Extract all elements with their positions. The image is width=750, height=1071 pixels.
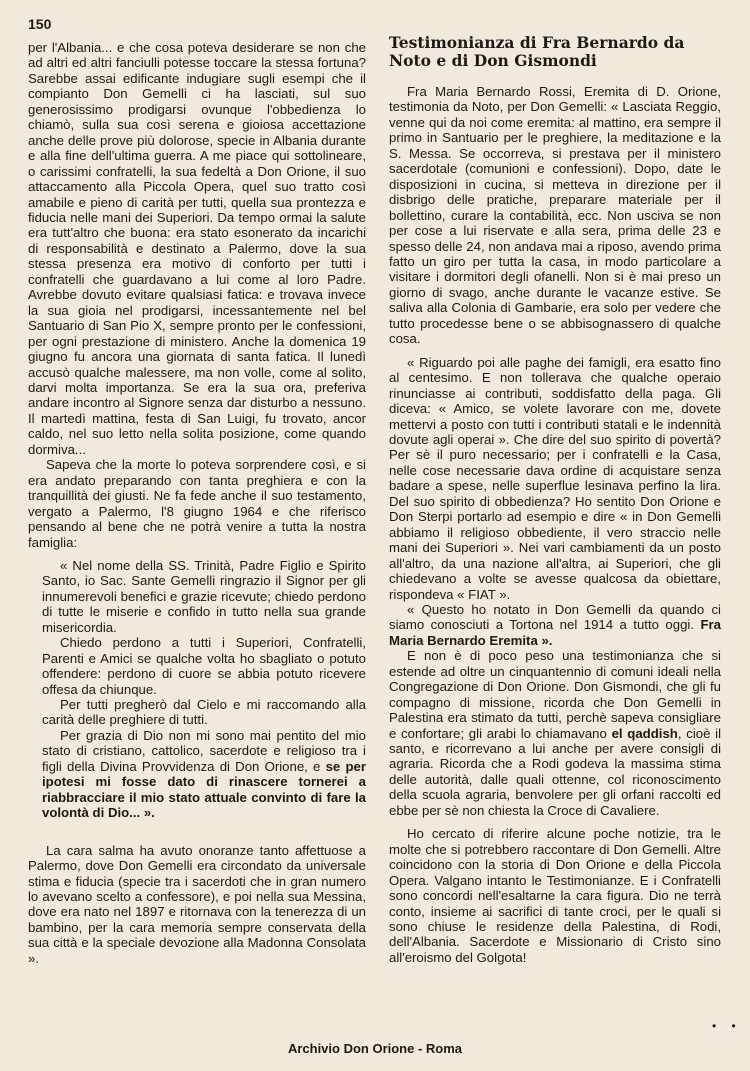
section-title: Testimonianza di Fra Bernardo da Noto e di Don Gismondi <box>389 33 685 70</box>
right-paragraph-3 <box>389 602 721 648</box>
testament-quote-4-bold: se per ipotesi mi fosse dato di rinascere tornerei a riabbracciare il mio stato attuale convinto di fare la volontà di Dio... ». <box>42 758 366 821</box>
testament-quote-4-text: Per grazia di Dio non mi sono mai pentito del mio stato di cristiano, cattolico, sacerdote e religioso tra i figli della Divina Provvidenza di Don Orione, e <box>42 727 366 774</box>
left-paragraph-1: per l'Albania... e che cosa poteva desiderare se non che ad altri ed altri fanciulli potesse toccare la stessa fortuna? Sarebbe assai edificante indugiare sugli esempi che il compianto Don Gemelli ci ha lasciati, sul suo generosissimo prodigarsi ovunque l'obbedienza lo chiamò, sulla sua così serena e gioiosa accettazione anche delle prove più dolorose, specie in Albania durante e alla fine dell'ultima guerra. A me piace qui sottolineare, o carissimi confratelli, la sua fedeltà a Don Orione, il suo attaccamento alla Piccola Opera, quel suo tratto così amabile e pieno di carità per tutti, quella sua prontezza e fiducia nelle mani dei Superiori. Da tempo ormai la salute era tutt'altro che buona: era stato esonerato da incarichi di responsabilità e destinato a Palermo, dove la sua stessa presenza era motivo di conforto per tutti i confratelli che guardavano a lui come al loro Padre. Avrebbe dovuto evitare qualsiasi fatica: e trovava invece la sua gioia nel prodigarsi, incessantemente nel bel Santuario di San Pio X, sempre pronto per le confessioni, per ogni prestazione di ministero. Anche la domenica 19 giugno fu ancora una giornata di santa fatica. Il lunedì accusò qualche malessere, ma non volle, come al solito, darvi molta importanza. Se era la sua ora, preferiva andare incontro al Signore senza dar disturbo a nessuno. Il martedì mattina, festa di San Luigi, fu trovato, ancor caldo, nel suo letto nella solita posizione, come quando dormiva... <box>28 40 366 457</box>
right-paragraph-4 <box>389 648 721 818</box>
signature-bernardo: Fra Maria Bernardo Eremita ». <box>389 617 721 648</box>
page-number: 150 <box>28 16 52 32</box>
right-paragraph-3-text: « Questo ho notato in Don Gemelli da quando ci siamo conosciuti a Tortona nel 1914 a tutto oggi. <box>389 601 721 633</box>
archive-footer: Archivio Don Orione - Roma <box>287 1041 463 1056</box>
testament-quote-1: « Nel nome della SS. Trinità, Padre Figlio e Spirito Santo, io Sac. Sante Gemelli ringrazio il Signor per gli innumerevoli benefici e grazie ricevute; chiedo perdono di tutte le miserie e confido in tutto nella sua grande misericordia. <box>42 557 366 635</box>
testament-quote-4 <box>28 728 366 821</box>
right-paragraph-4-text-a: E non è di poco peso una testimonianza che si estende ad oltre un cinquantennio di comuni ideali nella Congregazione di Don Orione. Don Gismondi, che gli fu compagno di missione, ricorda che Don Gemelli in Palestina era stimato da tutti, perchè sapeva consigliare e confortare; gli arabi lo chiamavano <box>389 648 721 741</box>
left-column <box>28 40 366 966</box>
testament-quote <box>28 558 366 821</box>
testament-quote-3: Per tutti pregherò dal Cielo e mi raccomando alla carità delle preghiere di tutti. <box>42 697 366 728</box>
left-paragraph-3: La cara salma ha avuto onoranze tanto affettuose a Palermo, dove Don Gemelli era circondato da universale stima e fiducia (specie tra i sacerdoti che in gran numero lo avevano scelto a confessore), e poi nella sua Messina, dove era nato nel 1897 e ritornava con la tenerezza di un bambino, per la cara memoria sempre conservata della sua città e la speciale devozione alla Madonna Consolata ». <box>28 842 366 966</box>
right-paragraph-4-text-b: , cioè il santo, e ricorrevano a lui anche per avere consigli di agraria. Ricorda che a Rodi godeva la massima stima delle autorità, dalle quali ottenne, col riconoscimento della scuola agraria, benvolere per gli orfani raccolti ed ebbe per sè non chiesta la Croce di Cavaliere. <box>389 725 722 818</box>
left-paragraph-2: Sapeva che la morte lo poteva sorprendere così, e si era andato preparando con tanta preghiera e con la tranquillità dei giusti. Ne fa fede anche il suo testamento, vergato a Palermo, l'8 giugno 1964 e che riferisco pensando al bene che ne potrà venire a tutta la nostra famiglia: <box>28 457 366 550</box>
el-qaddish-term: el qaddish <box>611 725 678 741</box>
decorative-dots: • • <box>712 1019 742 1033</box>
right-paragraph-2: « Riguardo poi alle paghe dei famigli, era esatto fino al centesimo. E non tollerava che qualche operaio rinunciasse ai contributi, soddisfatto della paga. Gli diceva: « Amico, se volete lavorare con me, dovete mettervi a posto con tutti i contributi statali e le indennità dovute agli operai ». Che dire del suo spirito di povertà? Per sè il puro necessario; per i confratelli e la Casa, nelle cose necessarie dava ordine di acquistare senza badare a spese, nelle superflue lesinava perfino la lira. Del suo spirito di obbedienza? Ho sentito Don Orione e Don Sterpi portarlo ad esempio e dire « in Don Gemelli abbiamo il religioso obbediente, il vero straccio nelle mani dei Superiori ». Nei vari cambiamenti da un posto all'altro, da una nazione all'altra, ai Superiori, che gli chiedevano a volte se avesse qualcosa da obiettare, rispondeva « FIAT ». <box>389 354 721 602</box>
right-column <box>389 34 721 965</box>
right-paragraph-5: Ho cercato di riferire alcune poche notizie, tra le molte che si potrebbero raccontare di Don Gemelli. Altre coincidono con la storia di Don Orione e della Piccola Opera. Valgano intanto le Testimonianze. E i Confratelli sono concordi nell'esaltarne la cara figura. Dio ne terrà conto, insieme ai sacrifici di tante croci, per le quali si sono chiuse le residenze della Palestina, di Rodi, dell'Albania. Sacerdote e Missionario di Cristo sino all'eroismo del Golgota! <box>389 826 721 965</box>
right-paragraph-1: Fra Maria Bernardo Rossi, Eremita di D. Orione, testimonia da Noto, per Don Gemelli: « Lasciata Reggio, venne qui da noi come eremita: al mattino, era sempre il primo in Santuario per le preghiere, la meditazione e la S. Messa. Se occorreva, si prestava per il ministero sacerdotale (comunioni e confessioni). Dopo, date le disposizioni in cucina, si metteva in direzione per il disbrigo delle pratiche, preparare materiale per il bollettino, curare la contabilità, ecc. Non usciva se non per cose a lui riservate e alla sera, prima delle 23 e spesso delle 24, non andava mai a riposo, avendo prima fatto un giro per tutta la casa, in modo particolare a visitare i dormitori degli ofanelli. Non si è mai preso un giorno di svago, anche durante le vacanze estive. Se saliva alla Colonia di Gambarie, era solo per vedere che tutto procedesse bene o se abbisognassero di qualche cosa. <box>389 84 721 347</box>
testament-quote-2: Chiedo perdono a tutti i Superiori, Confratelli, Parenti e Amici se qualche volta ho sbagliato o potuto offendere: perdono di cuore se abbia potuto ricevere offesa da chiunque. <box>42 635 366 697</box>
